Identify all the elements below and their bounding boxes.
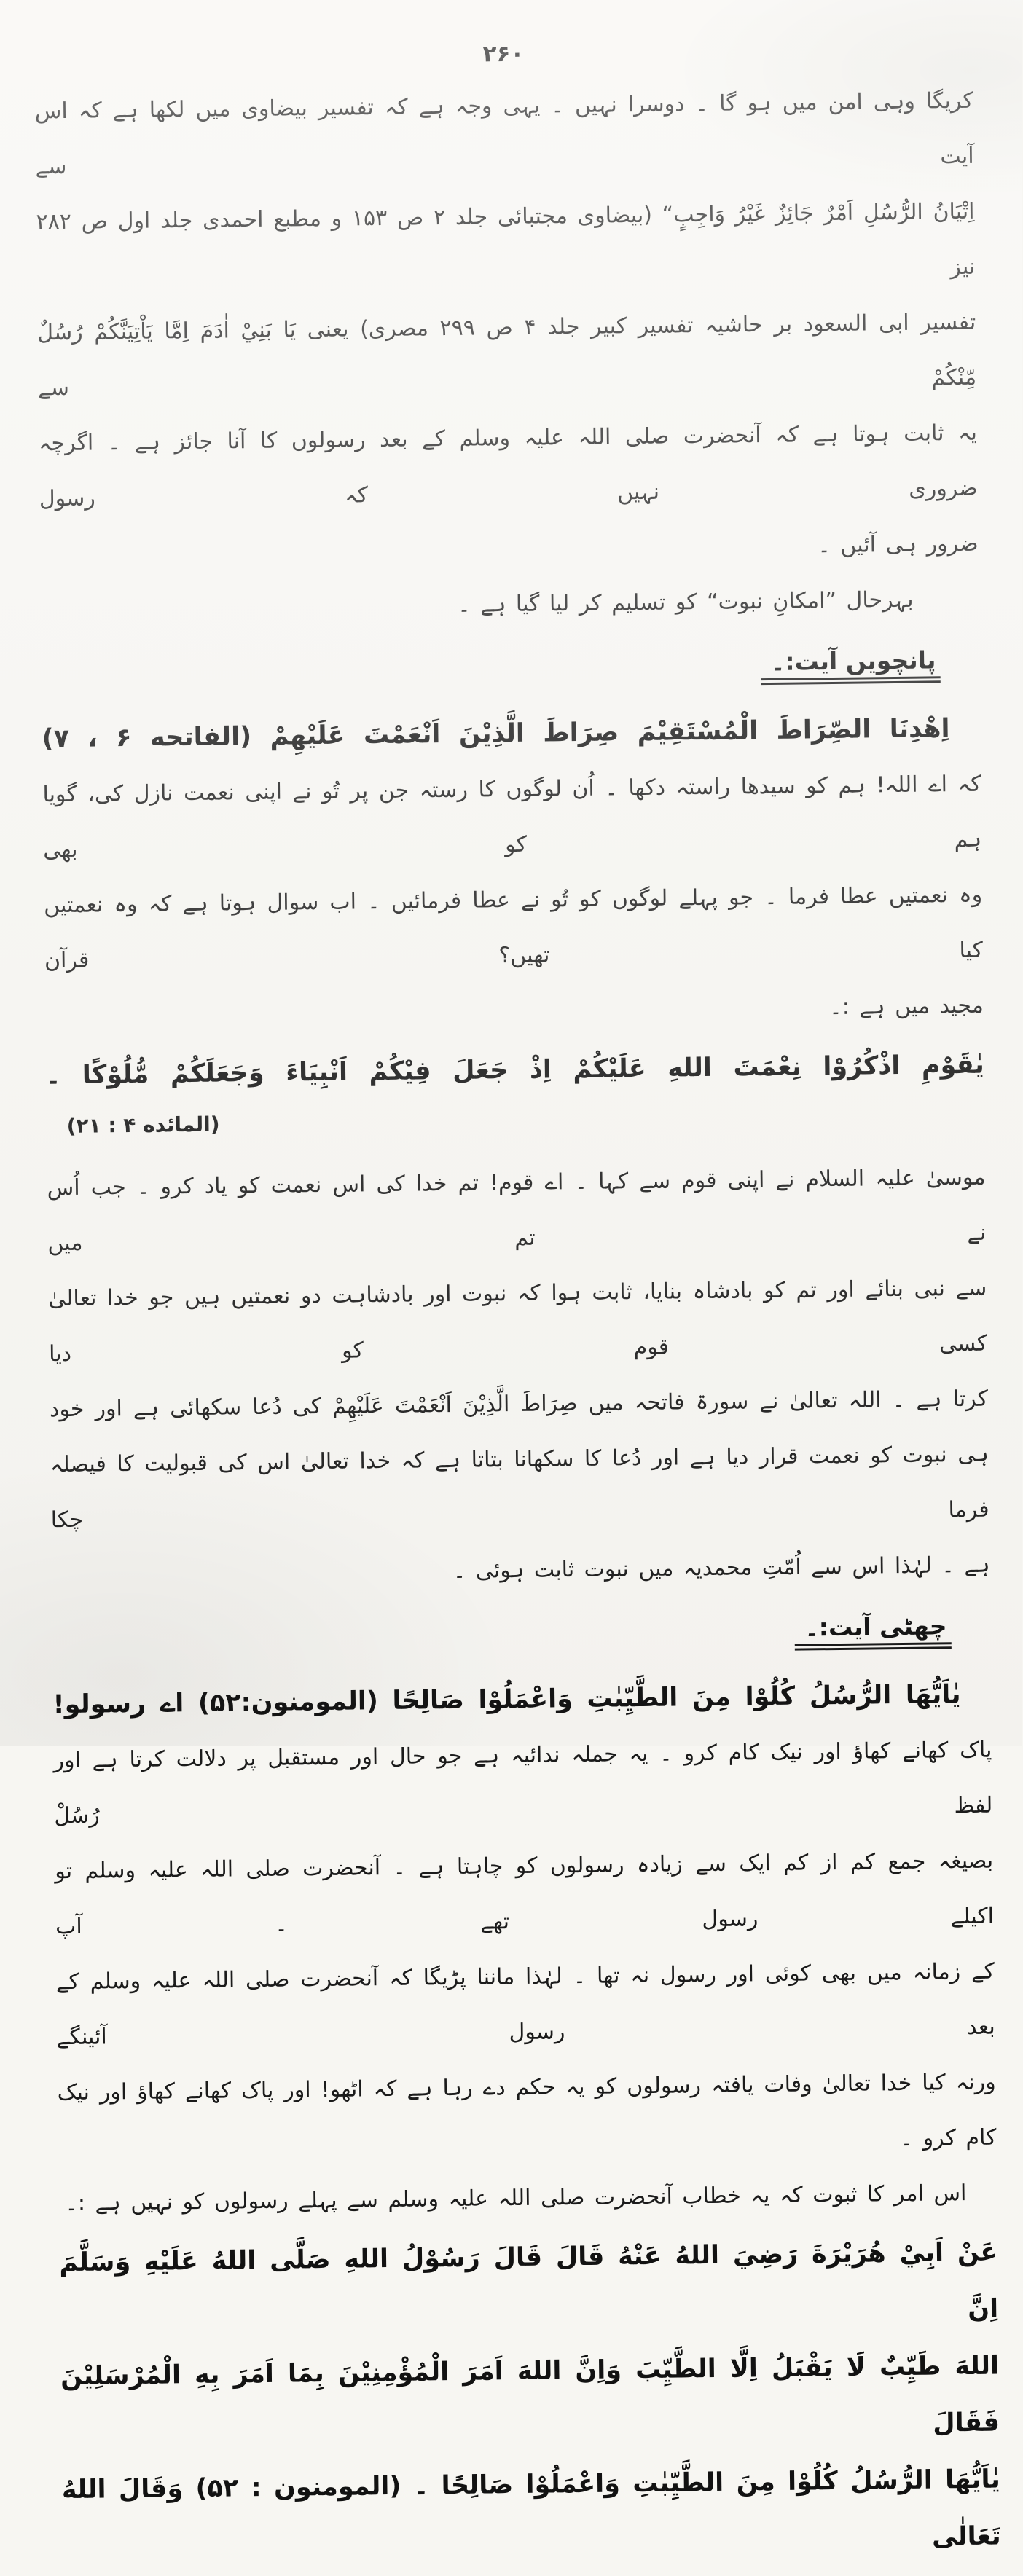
section-heading-label: پانچویں آیت:۔: [761, 645, 941, 685]
text-line: کرتا ہے ۔ اللہ تعالیٰ نے سورۃ فاتحہ میں صِرَاطَ الَّذِيْنَ اَنْعَمْتَ عَلَيْهِمْ کی دُعا سکھائی ہے اور خود: [50, 1386, 989, 1423]
text-line: کریگا وہی امن میں ہو گا ۔ دوسرا نہیں ۔ یہی وجہ ہے کہ تفسیر بیضاوی میں لکھا ہے کہ اس آیت سے: [35, 87, 975, 180]
text-line: ورنہ کیا خدا تعالیٰ وفات یافتہ رسولوں کو یہ حکم دے رہا ہے کہ اٹھو! اور پاک کھانے کھاؤ اور نیک: [58, 2069, 997, 2106]
text-line: وہ نعمتیں عطا فرما ۔ جو پہلے لوگوں کو تُو نے عطا فرمائیں ۔ اب سوال ہوتا ہے کہ وہ نعمتیں کیا تھیں؟ قرآن: [44, 881, 984, 974]
page-number: ۲۶۰: [483, 40, 525, 68]
section-heading-fifth-verse: [42, 627, 981, 708]
text-line: یہ ثابت ہوتا ہے کہ آنحضرت صلی اللہ علیہ وسلم کے بعد رسولوں کا آنا جائز ہے ۔ اگرچہ ضروری نہیں کہ رسول: [39, 420, 979, 512]
arabic-verse-line: يٰاَيُّهَا الرُّسُلُ كُلُوْا مِنَ الطَّيِّبٰتِ وَاعْمَلُوْا صَالِحًا (المومنون:۵۲) اے رسولو!: [53, 1680, 962, 1720]
text-line: اس امر کا ثبوت کہ یہ خطاب آنحضرت صلی اللہ علیہ وسلم سے پہلے رسولوں کو نہیں ہے :۔: [66, 2180, 968, 2217]
text-line: ہی نبوت کو نعمت قرار دیا ہے اور دُعا کا سکھانا بتاتا ہے کہ خدا تعالیٰ اس کی قبولیت کا فیصلہ فرما چکا: [50, 1441, 990, 1534]
text-line: کہ اے اللہ! ہم کو سیدھا راستہ دکھا ۔ اُن لوگوں کا رستہ جن پر تُو نے اپنی نعمت نازل کی، گویا ہم کو بھی: [43, 771, 983, 863]
text-line: پاک کھانے کھاؤ اور نیک کام کرو ۔ یہ جملہ ندائیہ ہے جو حال اور مستقبل پر دلالت کرتا ہے اور لفظ رُسُلْ: [54, 1737, 994, 1829]
arabic-verse-line: يٰقَوْمِ اذْكُرُوْا نِعْمَتَ اللهِ عَلَيْكُمْ اِذْ جَعَلَ فِيْكُمْ اَنْبِيَاءَ وَجَعَلَكُمْ مُّلُوْكًا ۔: [46, 1050, 985, 1091]
hadith-arabic-line: اللهَ طَيِّبٌ لَا يَقْبَلُ اِلَّا الطَّيِّبَ وَاِنَّ اللهَ اَمَرَ الْمُؤْمِنِيْنَ بِمَا اَمَرَ بِهِ الْمُرْسَلِيْنَ فَقَالَ: [60, 2351, 1001, 2438]
section-heading-label: چھٹی آیت:۔: [795, 1611, 952, 1650]
section-heading-sixth-verse: [52, 1593, 992, 1674]
text-line: سے نبی بنائے اور تم کو بادشاہ بنایا، ثابت ہوا کہ نبوت اور بادشاہت دو نعمتیں ہیں جو خدا تعالیٰ کسی قوم کو دیا: [49, 1275, 989, 1367]
verse-reference: (المائده ۴ : ۲۱): [67, 1112, 221, 1138]
text-line: کام کرو ۔: [901, 2124, 997, 2152]
hadith-arabic-line: يٰاَيُّهَا الرُّسُلُ كُلُوْا مِنَ الطَّيِّبٰتِ وَاعْمَلُوْا صَالِحًا ۔ (المومنون : ۵۲) وَقَالَ اللهُ تَعَالٰى: [62, 2465, 1002, 2552]
hadith-arabic-line: عَنْ اَبِيْ هُرَيْرَةَ رَضِيَ اللهُ عَنْهُ قَالَ قَالَ رَسُوْلُ اللهِ صَلَّى اللهُ عَلَيْهِ وَسَلَّمَ اِنَّ: [60, 2237, 1000, 2325]
text-line: اِتْيَانُ الرُّسُلِ اَمْرٌ جَائِزٌ غَيْرُ وَاجِبٍ“ (بیضاوی مجتبائی جلد ۲ ص ۱۵۳ و مطبع احمدی جلد اول ص ۲۸۲ نیز: [36, 198, 976, 280]
text-line: ہے ۔ لہٰذا اس سے اُمّتِ محمدیہ میں نبوت ثابت ہوئی ۔: [453, 1552, 991, 1584]
text-line: مجید میں ہے :۔: [829, 992, 985, 1021]
text-line: بہرحال ”امکانِ نبوت“ کو تسلیم کر لیا گیا ہے ۔: [458, 586, 914, 618]
text-line: بصیغہ جمع کم از کم ایک سے زیادہ رسولوں کو چاہتا ہے ۔ آنحضرت صلی اللہ علیہ وسلم تو اکیلے رسول تھے ۔ آپ: [55, 1847, 995, 1940]
text-line: موسیٰ علیہ السلام نے اپنی قوم سے کہا ۔ اے قوم! تم خدا کی اس نعمت کو یاد کرو ۔ جب اُس نے تم میں: [47, 1164, 987, 1257]
arabic-verse-line: اِهْدِنَا الصِّرَاطَ الْمُسْتَقِيْمَ صِرَاطَ الَّذِيْنَ اَنْعَمْتَ عَلَيْهِمْ (الفاتحه ۶ ، ۷): [42, 714, 951, 754]
text-line: کے زمانہ میں بھی کوئی اور رسول نہ تھا ۔ لہٰذا ماننا پڑیگا کہ آنحضرت صلی اللہ علیہ وسلم کے بعد رسول آئینگے: [56, 1958, 996, 2051]
text-line: تفسیر ابی السعود بر حاشیہ تفسیر کبیر جلد ۴ ص ۲۹۹ مصری) یعنی يَا بَنِيْ اٰدَمَ اِمَّا يَاْتِيَنَّكُمْ رُسُلٌ مِّنْكُمْ سے: [38, 309, 978, 401]
text-line: ضرور ہی آئیں ۔: [818, 530, 979, 559]
